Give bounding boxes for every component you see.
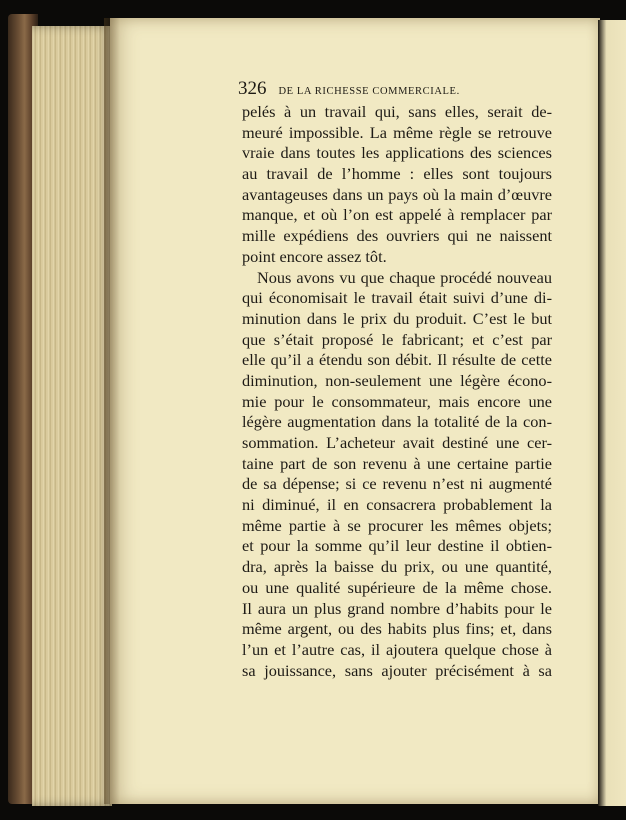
text-line: au travail de l’homme : elles sont toujours: [242, 164, 552, 184]
text-line: Nous avons vu que chaque procédé nouveau: [257, 267, 552, 287]
text-line: vraie dans toutes les applications des sciences: [242, 143, 552, 163]
text-line: que s’était proposé le fabricant; et c’est par: [242, 329, 552, 349]
text-line: ni diminué, il en consacrera probablement la: [242, 495, 552, 515]
running-title: DE LA RICHESSE COMMERCIALE.: [278, 86, 460, 97]
text-line: elle qu’il a étendu son débit. Il résulte de cette: [242, 350, 552, 370]
body-text: [242, 102, 552, 681]
text-line: qui économisait le travail était suivi d’une di-: [242, 288, 552, 308]
page-edges: [32, 26, 112, 806]
text-line: pelés à un travail qui, sans elles, serait de-: [242, 102, 552, 121]
text-line: mille expédiens des ouvriers qui ne naissent: [242, 226, 552, 246]
facing-page-edge: [598, 20, 626, 806]
text-line: ou une qualité supérieure de la même chose.: [242, 577, 552, 597]
page-number: 326: [238, 78, 267, 99]
text-line: mie pour le consommateur, mais encore une: [242, 391, 552, 411]
text-line: manque, et où l’on est appelé à remplacer par: [242, 205, 552, 225]
text-line: meuré impossible. La même règle se retrouve: [242, 122, 552, 142]
text-line: avantageuses dans un pays où la main d’œuvre: [242, 184, 552, 204]
text-line: sa jouissance, sans ajouter précisément à sa: [242, 660, 552, 680]
text-line: même partie à se procurer les mêmes objets;: [242, 515, 552, 535]
text-line: sommation. L’acheteur avait destiné une cer-: [242, 433, 552, 452]
text-line: diminution, non-seulement une légère écono-: [242, 370, 552, 390]
text-line: dra, après la baisse du prix, ou une quantité,: [242, 557, 552, 577]
text-line: taine part de son revenu à une certaine partie: [242, 453, 552, 473]
text-line: légère augmentation dans la totalité de la con-: [242, 412, 552, 432]
text-line: même argent, ou des habits plus fins; et, dans: [242, 619, 552, 639]
page-gutter: [104, 18, 120, 804]
text-line: minution dans le prix du produit. C’est le but: [242, 308, 552, 328]
text-line: l’un et l’autre cas, il ajoutera quelque chose à: [242, 639, 552, 659]
text-line: et pour la somme qu’il leur destine il obtien-: [242, 536, 552, 556]
text-line: point encore assez tôt.: [242, 246, 387, 266]
text-line: Il aura un plus grand nombre d’habits pour le: [242, 598, 552, 618]
running-header: [238, 78, 548, 100]
text-line: de sa dépense; si ce revenu n’est ni augmenté: [242, 474, 552, 494]
